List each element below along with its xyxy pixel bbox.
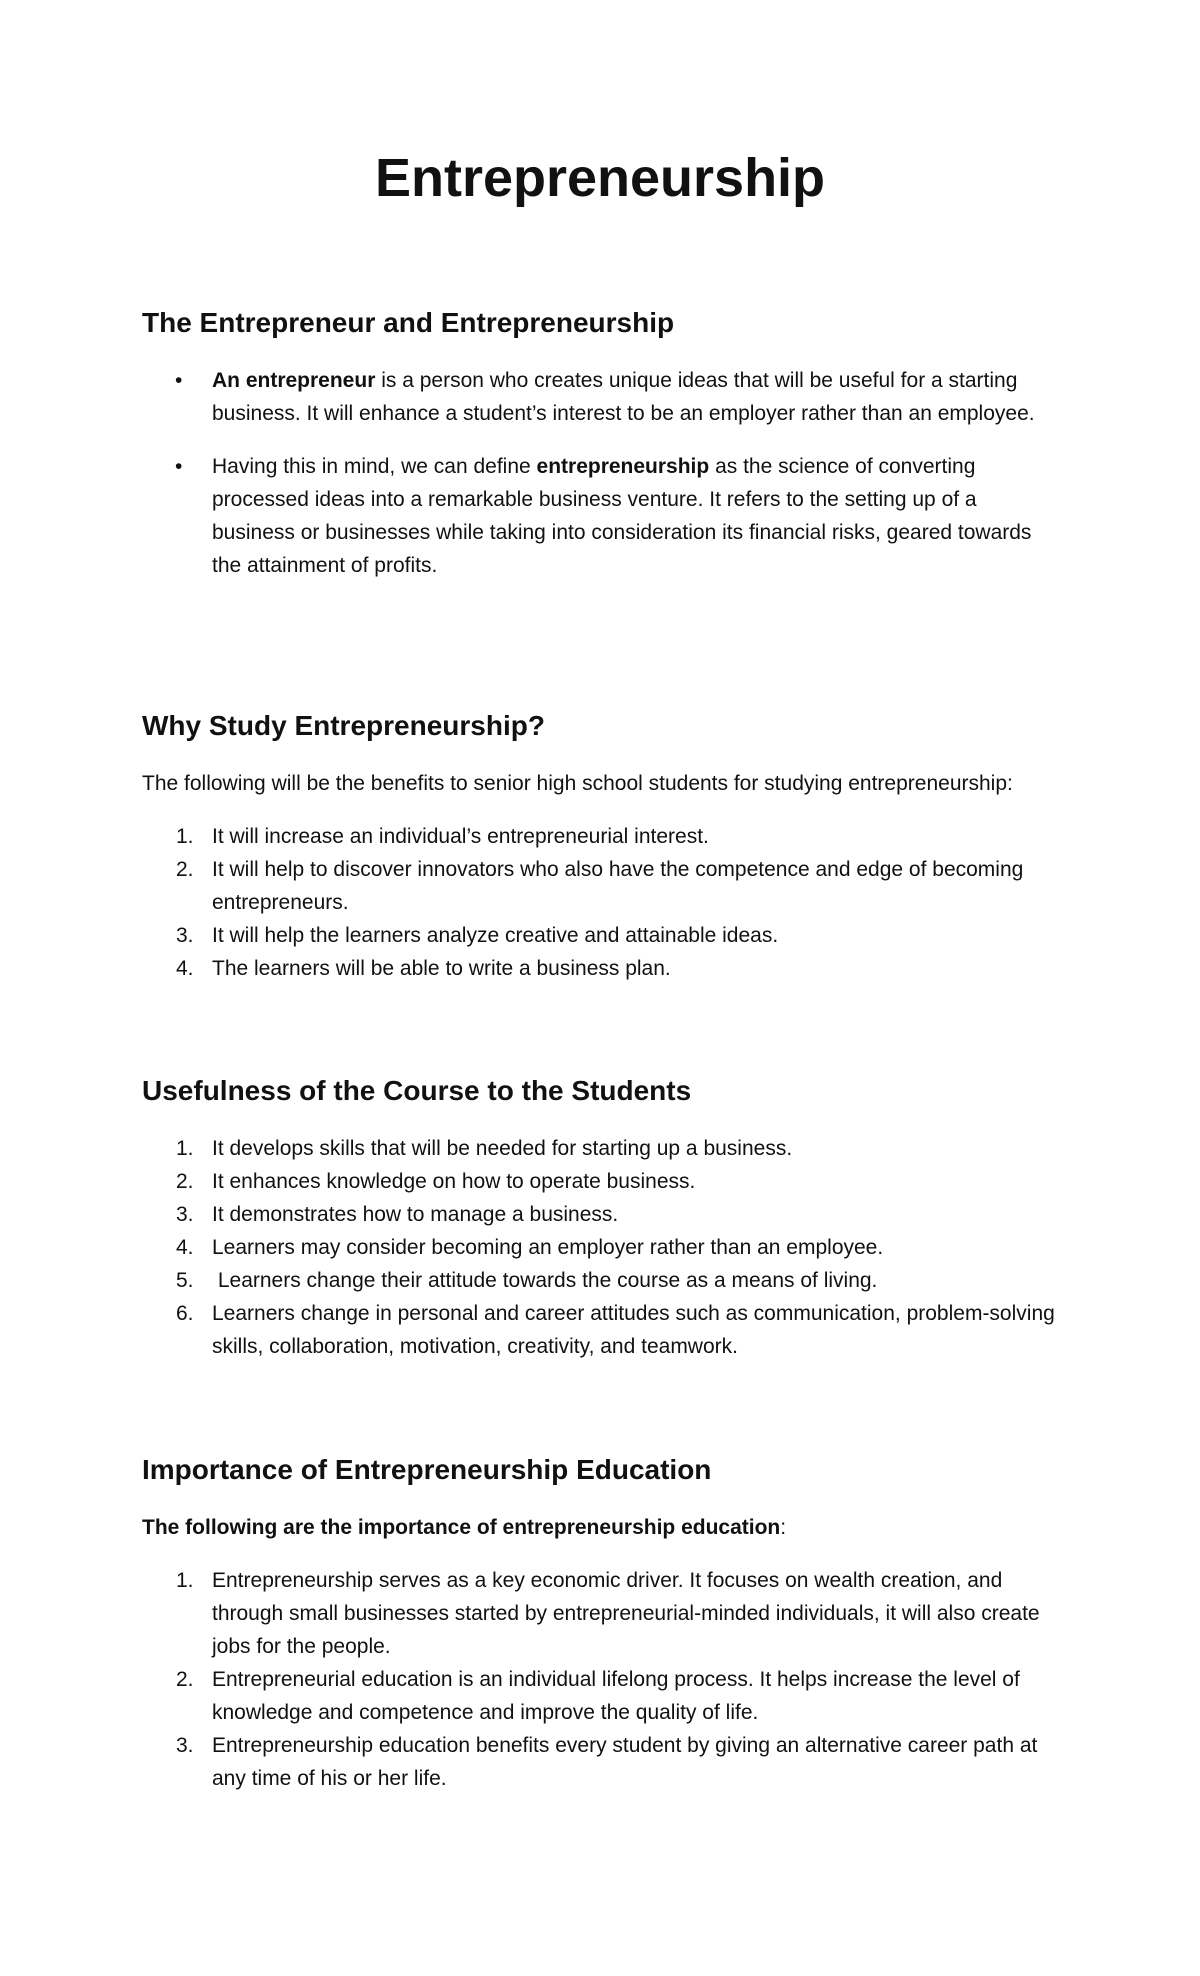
item-number: 3. (176, 1734, 194, 1757)
list-item (142, 364, 1062, 430)
document-title: Entrepreneurship (374, 148, 826, 208)
list-item (142, 1132, 1062, 1165)
item-text: It will help to discover innovators who also have the competence and edge of becoming entrepreneurs. (212, 858, 1024, 914)
list-item (142, 952, 1062, 985)
item-text: It develops skills that will be needed for starting up a business. (212, 1137, 793, 1160)
list-item (142, 1231, 1062, 1264)
item-number: 2. (176, 1668, 194, 1691)
section-importance (142, 1453, 1062, 1795)
item-number: 4. (176, 1236, 194, 1259)
list-item (142, 450, 1062, 582)
bullet-marker: • (175, 455, 183, 478)
numbered-list (142, 1132, 1062, 1363)
item-text: It will increase an individual’s entrepreneurial interest. (212, 825, 709, 848)
item-text: Entrepreneurship serves as a key economic driver. It focuses on wealth creation, and through small businesses started by entrepreneurial-minded individuals, it will also create jobs for the people. (212, 1569, 1040, 1658)
numbered-list (142, 820, 1062, 985)
item-text: It demonstrates how to manage a business. (212, 1203, 619, 1226)
list-item (142, 1264, 1062, 1297)
list-item (142, 1297, 1062, 1363)
item-number: 3. (176, 1203, 194, 1226)
item-text: is a person who creates unique ideas that will be useful for a starting business. It will enhance a student’s interest to be an employer rather than an employee. (212, 369, 1035, 425)
list-item (142, 820, 1062, 853)
section-usefulness (142, 1074, 1062, 1363)
bold-intro: The following are the importance of entrepreneurship education (142, 1516, 781, 1539)
list-item (142, 1564, 1062, 1663)
intro-colon: : (780, 1516, 787, 1539)
list-item (142, 919, 1062, 952)
list-item (142, 1165, 1062, 1198)
list-item (142, 853, 1062, 919)
item-number: 5. (176, 1269, 194, 1292)
section-intro: The following will be the benefits to senior high school students for studying entrepreneurship: (142, 772, 1013, 795)
item-text: The learners will be able to write a business plan. (212, 957, 671, 980)
bold-term: An entrepreneur (212, 369, 376, 392)
item-number: 1. (176, 1137, 194, 1160)
bold-term: entrepreneurship (536, 455, 710, 478)
section-heading: Why Study Entrepreneurship? (142, 710, 545, 741)
list-item (142, 1663, 1062, 1729)
list-item (142, 1198, 1062, 1231)
list-item (142, 1729, 1062, 1795)
section-why-study (142, 709, 1062, 985)
item-number: 2. (176, 1170, 194, 1193)
bullet-marker: • (175, 369, 183, 392)
item-number: 2. (176, 858, 194, 881)
item-text: Entrepreneurial education is an individual lifelong process. It helps increase the level of knowledge and competence and improve the quality of life. (212, 1668, 1020, 1724)
bullet-list (142, 364, 1062, 582)
section-intro (142, 1511, 1062, 1544)
section-heading: Importance of Entrepreneurship Education (142, 1454, 712, 1485)
item-number: 1. (176, 1569, 194, 1592)
item-number: 6. (176, 1302, 194, 1325)
item-text: It enhances knowledge on how to operate business. (212, 1170, 696, 1193)
item-text: Learners change in personal and career attitudes such as communication, problem-solving skills, collaboration, motivation, creativity, and teamwork. (212, 1302, 1055, 1358)
item-text: It will help the learners analyze creative and attainable ideas. (212, 924, 779, 947)
item-number: 1. (176, 825, 194, 848)
item-number: 3. (176, 924, 194, 947)
item-text: Learners change their attitude towards the course as a means of living. (212, 1269, 878, 1292)
section-entrepreneur (142, 306, 1062, 582)
item-text: Learners may consider becoming an employer rather than an employee. (212, 1236, 884, 1259)
item-text: Having this in mind, we can define (212, 455, 537, 478)
numbered-list (142, 1564, 1062, 1795)
item-text: as the science of converting processed ideas into a remarkable business venture. It refers to the setting up of a business or businesses while taking into consideration its financial risks, geared towards the attainment of profits. (212, 455, 1032, 577)
section-heading: The Entrepreneur and Entrepreneurship (142, 307, 675, 338)
section-heading: Usefulness of the Course to the Students (142, 1075, 692, 1106)
item-number: 4. (176, 957, 194, 980)
item-text: Entrepreneurship education benefits every student by giving an alternative career path at any time of his or her life. (212, 1734, 1038, 1790)
